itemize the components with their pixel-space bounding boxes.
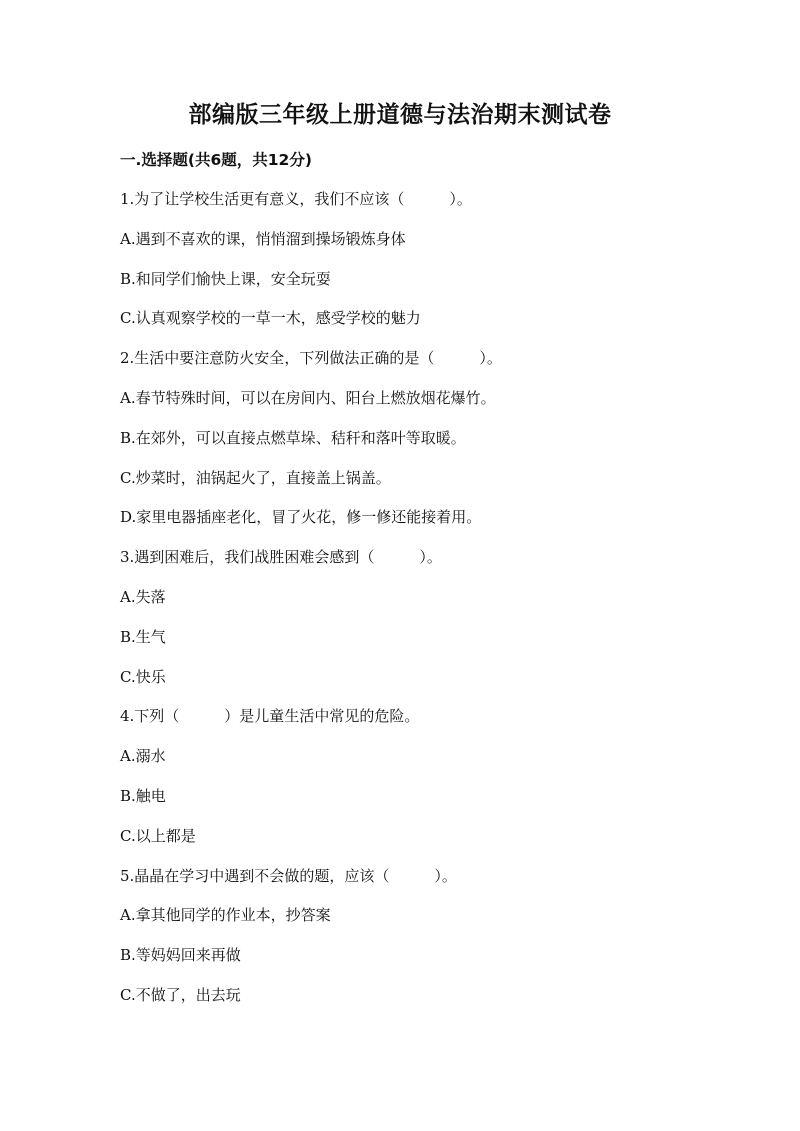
question-stem: 1.为了让学校生活更有意义，我们不应该（ ）。 [120, 190, 472, 208]
option-item: C.炒菜时，油锅起火了，直接盖上锅盖。 [120, 468, 391, 487]
question-stem: 4.下列（ ）是儿童生活中常见的危险。 [120, 707, 420, 726]
question-stem: 3.遇到困难后，我们战胜困难会感到（ ）。 [120, 548, 442, 567]
option-item: C.快乐 [120, 667, 166, 686]
option-item: A.溺水 [120, 747, 166, 766]
section-heading: 一.选择题(共6题，共12分) [120, 151, 312, 169]
option-item: A.拿其他同学的作业本，抄答案 [120, 906, 331, 925]
option-item: B.和同学们愉快上课，安全玩耍 [120, 269, 331, 288]
question-stem: 2.生活中要注意防火安全，下列做法正确的是（ ）。 [120, 349, 502, 368]
option-item: B.触电 [120, 786, 166, 805]
page-title: 部编版三年级上册道德与法治期末测试卷 [188, 101, 612, 128]
option-item: D.家里电器插座老化，冒了火花，修一修还能接着用。 [120, 508, 482, 527]
option-item: A.失落 [120, 587, 166, 606]
question-stem: 5.晶晶在学习中遇到不会做的题，应该（ ）。 [120, 866, 457, 885]
option-item: A.春节特殊时间，可以在房间内、阳台上燃放烟花爆竹。 [120, 388, 496, 407]
option-item: C.不做了，出去玩 [120, 985, 241, 1004]
option-item: A.遇到不喜欢的课，悄悄溜到操场锻炼身体 [120, 229, 406, 248]
option-item: B.等妈妈回来再做 [120, 946, 241, 965]
question-list [120, 182, 720, 1018]
option-item: C.认真观察学校的一草一木，感受学校的魅力 [120, 309, 421, 328]
option-item: C.以上都是 [120, 826, 196, 845]
option-item: B.生气 [120, 627, 166, 646]
option-item: B.在郊外，可以直接点燃草垛、秸秆和落叶等取暖。 [120, 428, 466, 447]
